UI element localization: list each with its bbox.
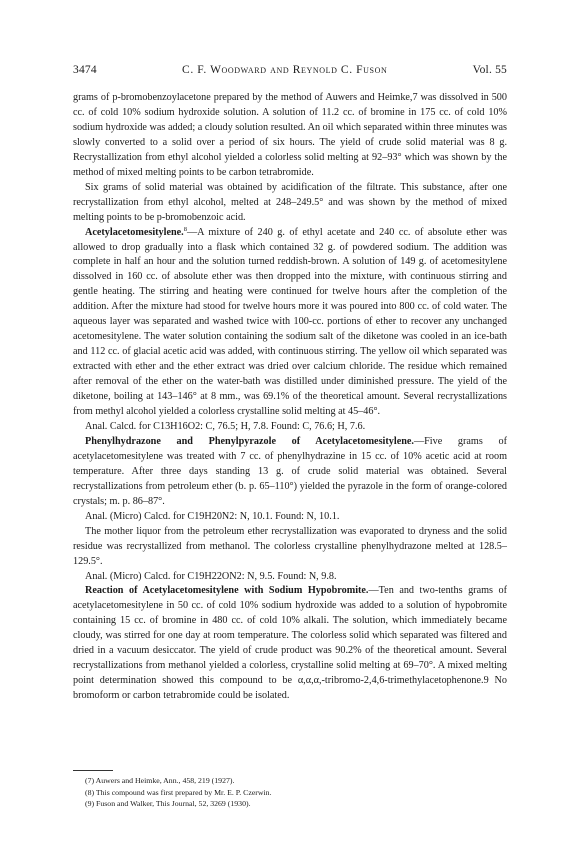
footnotes: [85, 775, 507, 810]
analysis-line-2: Anal. (Micro) Calcd. for C19H20N2: N, 10.1. Found: N, 10.1.: [85, 510, 340, 522]
footnote-divider: [73, 770, 113, 771]
paragraph-text: —Five grams of acetylacetomesitylene was treated with 7 cc. of phenylhydrazine in 15 cc. of 10% acetic acid at room temperature. After three days standing 13 g. of crude solid material was obtained. Several recrystallizations from petroleum ether (b. p. 65–110°) yielded the pyrazole in the form of orange-colored crystals; m. p. 86–87°.: [73, 435, 507, 507]
page-number: 3474: [73, 64, 97, 76]
paragraph-text: —Ten and two-tenths grams of acetylacetomesitylene in 50 cc. of cold 10% sodium hydroxide was added to a solution of hypobromite containing 15 cc. of bromine in 480 cc. of cold 10% alkali. The solution, which immediately became cloudy, was stirred for one day at room temperature. The colorless solid which separated was filtered and dried in a vacuum desiccator. The yield of crude product was 90.2% of the theoretical amount. Several recrystallizations from methanol yielded a colorless, crystalline solid melting at 69–70°. A mixed melting point determination showed this compound to be α,α,α,-tribromo-2,4,6-trimethylacetophenone.9 No bromoform or carbon tetrabromide could be isolated.: [73, 585, 507, 702]
article-body: [73, 91, 507, 704]
paragraph-mother-liquor: The mother liquor from the petroleum ether recrystallization was evaporated to dryness and the solid residue was recrystallized from methanol. The colorless crystalline phenylhydrazone melted at 128.5–129.5°.: [73, 525, 507, 567]
analysis-line-3: Anal. (Micro) Calcd. for C19H22ON2: N, 9.5. Found: N, 9.8.: [85, 570, 337, 582]
section-heading-hypobromite: Reaction of Acetylacetomesitylene with Sodium Hypobromite.: [85, 585, 369, 597]
paragraph-acetylacetomesitylene: [73, 226, 507, 420]
paragraph-bromobenzoylacetone: grams of p-bromobenzoylacetone prepared by the method of Auwers and Heimke,7 was dissolved in 500 cc. of cold 10% sodium hydroxide solution. A solution of 11.2 cc. of bromine in 175 cc. of cold 10% sodium hydroxide was added; a cloudy solution resulted. An oil which separated within three minutes was slowly converted to a solid over a period of six hours. The yield of crude solid material was 8 g. Recrystallization from ethyl alcohol yielded a colorless solid melting at 92–93° which was shown by the method of mixed melting points to be carbon tetrabromide.: [73, 92, 507, 178]
paragraph-hypobromite: [73, 584, 507, 704]
volume-label: Vol. 55: [472, 64, 507, 76]
analysis-line-1: Anal. Calcd. for C13H16O2: C, 76.5; H, 7.8. Found: C, 76.6; H, 7.6.: [85, 420, 366, 432]
footnote-9: (9) Fuson and Walker, This Journal, 52, 3269 (1930).: [85, 799, 251, 808]
paragraph-phenylhydrazone: [73, 435, 507, 510]
running-authors: C. F. Woodward and Reynold C. Fuson: [182, 64, 388, 76]
footnote-7: (7) Auwers and Heimke, Ann., 458, 219 (1927).: [85, 776, 235, 785]
footnote-8: (8) This compound was first prepared by Mr. E. P. Czerwin.: [85, 787, 272, 797]
paragraph-text: —A mixture of 240 g. of ethyl acetate and 240 cc. of absolute ether was allowed to drop gradually into a flask which contained 32 g. of powdered sodium. The addition was complete in half an hour and the solution turned reddish-brown. A solution of 149 g. of acetomesitylene dissolved in 160 cc. of absolute ether was then dropped into the mixture, with continuous stirring and gentle heating. The stirring and heating were continued for twelve hours after the completion of the addition. After the mixture had stood for twelve hours more it was poured into 800 cc. of cold water. The aqueous layer was separated and washed twice with 100-cc. portions of ether to recover any unchanged acetomesitylene. The water solution containing the sodium salt of the diketone was cooled in an ice-bath and 112 cc. of glacial acetic acid was added, with continuous stirring. The yellow oil which separated was extracted with ether and the ether extract was dried over calcium chloride. The residue which remained after removal of the ether on the water-bath was distilled under diminished pressure. The yield of the diketone, boiling at 143–146° at 8 mm., was 69.1% of the theoretical amount. Several recrystallizations from methyl alcohol yielded a colorless crystalline solid melting at 45–46°.: [73, 226, 507, 418]
paragraph-bromobenzoic-acid: Six grams of solid material was obtained by acidification of the filtrate. This substance, after one recrystallization from ethyl alcohol, melted at 248–249.5° and was shown by the method of mixed melting points to be p-bromobenzoic acid.: [73, 181, 507, 223]
footnote-ref-8: 8: [183, 225, 187, 233]
section-heading-acetylacetomesitylene: Acetylacetomesitylene.: [85, 226, 184, 238]
running-header: [73, 64, 507, 76]
section-heading-phenylhydrazone: Phenylhydrazone and Phenylpyrazole of Acetylacetomesitylene.: [85, 435, 414, 447]
